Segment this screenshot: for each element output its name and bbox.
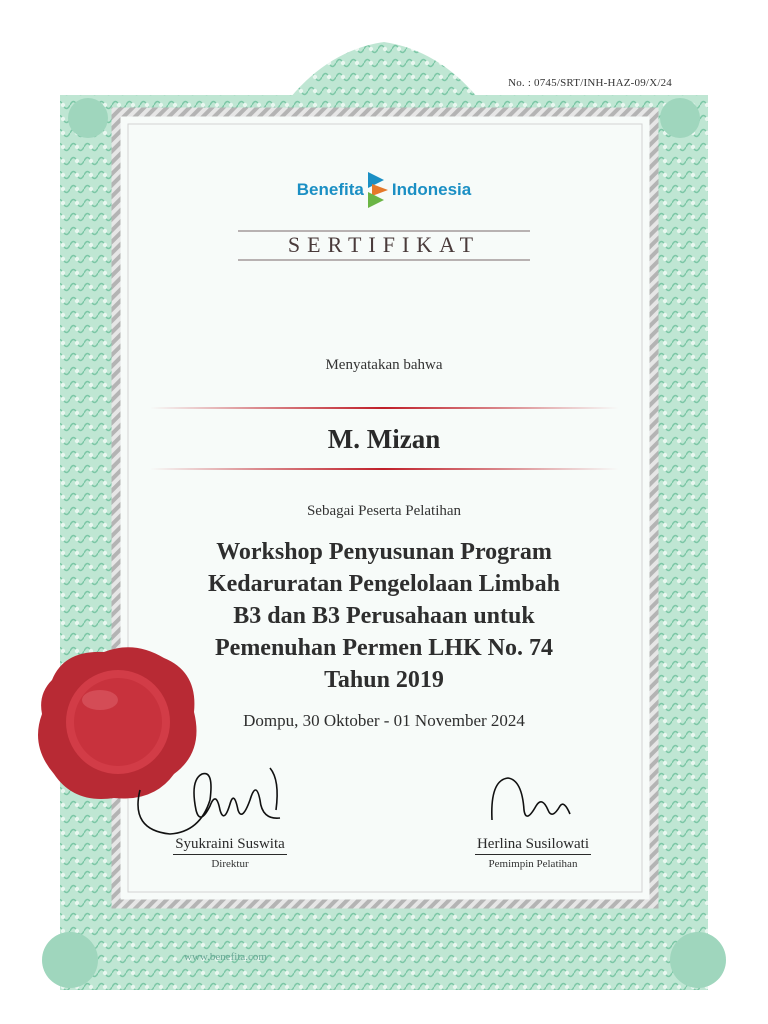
signature-left xyxy=(130,760,300,840)
signature-right xyxy=(482,770,582,830)
program-line: Pemenuhan Permen LHK No. 74 xyxy=(215,635,553,661)
signer-position: Direktur xyxy=(211,858,249,870)
brand-mark-icon xyxy=(366,170,390,210)
certificate-title: SERTIFIKAT xyxy=(287,232,481,257)
signer-trainer xyxy=(448,835,618,870)
participant-role: Sebagai Peserta Pelatihan xyxy=(306,503,462,519)
website-link[interactable]: www.benefita.com xyxy=(184,951,267,963)
name-rule-top xyxy=(150,407,618,409)
recipient-name: M. Mizan xyxy=(327,424,441,454)
location-date: Dompu, 30 Oktober - 01 November 2024 xyxy=(243,711,525,730)
program-title xyxy=(140,536,628,696)
signer-name: Syukraini Suswita xyxy=(173,836,287,855)
brand-word-1: Benefita xyxy=(296,180,364,199)
program-line: Tahun 2019 xyxy=(324,667,444,693)
program-line: B3 dan B3 Perusahaan untuk xyxy=(233,603,535,629)
signer-position: Pemimpin Pelatihan xyxy=(488,858,578,870)
signer-name: Herlina Susilowati xyxy=(475,836,591,855)
brand-word-2: Indonesia xyxy=(391,180,472,199)
program-line: Workshop Penyusunan Program xyxy=(216,539,552,565)
brand-logo xyxy=(0,170,768,210)
program-line: Kedaruratan Pengelolaan Limbah xyxy=(207,571,561,597)
statement-text: Menyatakan bahwa xyxy=(325,357,443,373)
signer-director xyxy=(150,835,310,870)
certificate-number: No. : 0745/SRT/INH-HAZ-09/X/24 xyxy=(508,77,672,89)
name-rule-bottom xyxy=(150,468,618,470)
